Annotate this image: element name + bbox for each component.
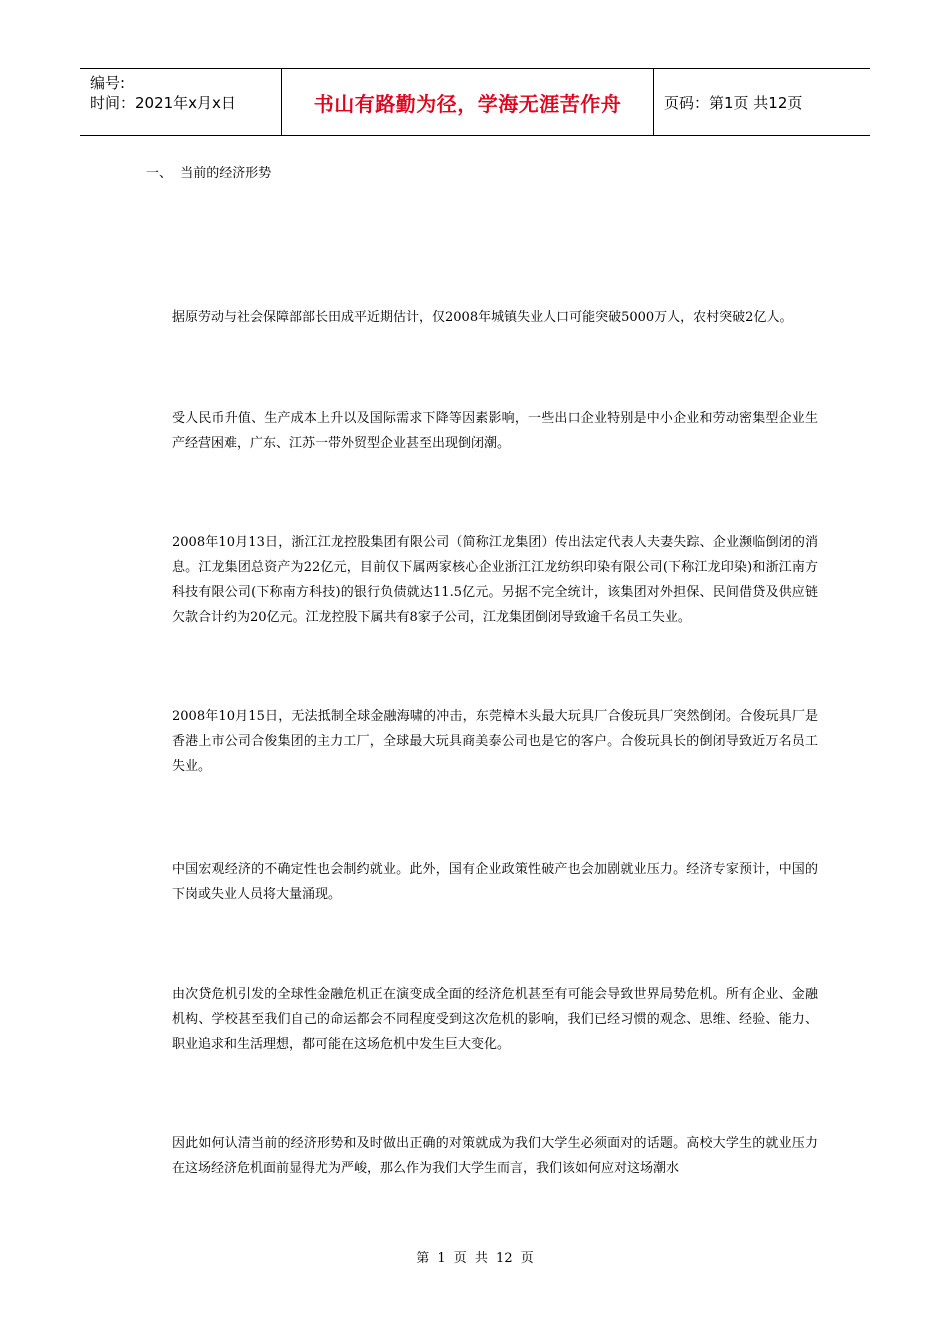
paragraph: 受人民币升值、生产成本上升以及国际需求下降等因素影响，一些出口企业特别是中小企业和劳动密集型企业生产经营困难，广东、江苏一带外贸型企业甚至出现倒闭潮。 <box>172 411 818 451</box>
paragraph: 2008年10月15日，无法抵制全球金融海啸的冲击，东莞樟木头最大玩具厂合俊玩具厂突然倒闭。合俊玩具厂是香港上市公司合俊集团的主力工厂，全球最大玩具商美泰公司也是它的客户。合俊玩具长的倒闭导致近万名员工失业。 <box>172 709 818 774</box>
header-motto: 书山有路勤为径，学海无涯苦作舟 <box>313 91 622 116</box>
paragraph: 2008年10月13日，浙江江龙控股集团有限公司（简称江龙集团）传出法定代表人夫妻失踪、企业濒临倒闭的消息。江龙集团总资产为22亿元，目前仅下属两家核心企业浙江江龙纺织印染有限公司(下称江龙印染)和浙江南方科技有限公司(下称南方科技)的银行负债就达11.5亿元。另据不完全统计，该集团对外担保、民间借贷及供应链欠款合计约为20亿元。江龙控股下属共有8家子公司，江龙集团倒闭导致逾千名员工失业。 <box>172 535 818 625</box>
paragraph: 中国宏观经济的不确定性也会制约就业。此外，国有企业政策性破产也会加剧就业压力。经济专家预计，中国的下岗或失业人员将大量涌现。 <box>172 862 818 902</box>
header-motto-cell <box>281 69 654 135</box>
paragraph: 据原劳动与社会保障部部长田成平近期估计，仅2008年城镇失业人口可能突破5000万人，农村突破2亿人。 <box>172 310 793 325</box>
header-page-cell <box>654 69 870 135</box>
page-footer: 第 1 页 共 12 页 <box>416 1251 534 1266</box>
document-number-label: 编号: <box>90 74 126 92</box>
paragraph: 因此如何认清当前的经济形势和及时做出正确的对策就成为我们大学生必须面对的话题。高校大学生的就业压力在这场经济危机面前显得尤为严峻，那么作为我们大学生而言，我们该如何应对这场潮水 <box>172 1136 818 1176</box>
header-meta <box>80 69 281 135</box>
document-body <box>172 305 818 1257</box>
header-page-code: 页码：第1页 共12页 <box>664 93 803 112</box>
paragraph: 由次贷危机引发的全球性金融危机正在演变成全面的经济危机甚至有可能会导致世界局势危机。所有企业、金融机构、学校甚至我们自己的命运都会不同程度受到这次危机的影响，我们已经习惯的观念、思维、经验、能力、职业追求和生活理想，都可能在这场危机中发生巨大变化。 <box>172 987 818 1052</box>
document-date: 时间：2021年x月x日 <box>90 94 236 112</box>
page-header <box>80 68 870 136</box>
section-title: 一、 当前的经济形势 <box>146 166 272 181</box>
